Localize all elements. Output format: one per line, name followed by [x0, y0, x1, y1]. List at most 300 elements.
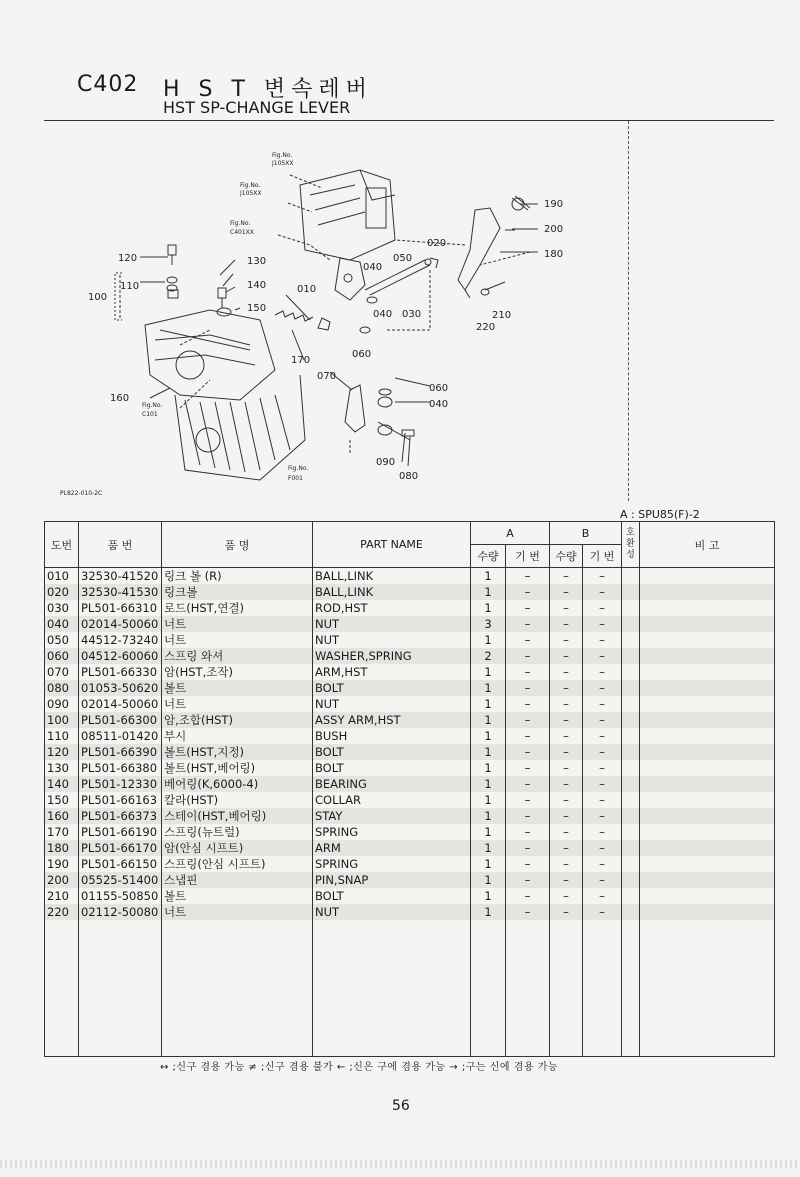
cell-name-ko: 볼트(HST,지정): [162, 744, 313, 760]
cell-remarks: [640, 808, 775, 824]
cell-compat: [622, 568, 640, 585]
callout-180: 180: [544, 249, 564, 260]
cell-remarks: [640, 664, 775, 680]
col-header-base-a: 기 번: [506, 545, 550, 568]
cell-compat: [622, 808, 640, 824]
cell-qty-a: 1: [471, 824, 506, 840]
cell-part-number: 04512-60060: [79, 648, 162, 664]
cell-part-number: 32530-41520: [79, 568, 162, 585]
table-row: [45, 840, 775, 856]
cell-base-a: –: [506, 600, 550, 616]
cell-qty-b: –: [550, 696, 583, 712]
cell-qty-b: –: [550, 568, 583, 585]
cell-compat: [622, 824, 640, 840]
cell-qty-b: –: [550, 792, 583, 808]
cell-name-ko: 부시: [162, 728, 313, 744]
cell-remarks: [640, 904, 775, 920]
cell-name-en: NUT: [313, 616, 471, 632]
col-header-part-no: 품 번: [79, 522, 162, 568]
cell-name-en: ROD,HST: [313, 600, 471, 616]
parts-table-body: [45, 568, 775, 1057]
cell-qty-a: 1: [471, 888, 506, 904]
cell-qty-a: 1: [471, 904, 506, 920]
cell-name-en: STAY: [313, 808, 471, 824]
cell-qty-a: 2: [471, 648, 506, 664]
callout-070: 070: [317, 371, 337, 382]
cell-name-ko: 링크 볼 (R): [162, 568, 313, 585]
cell-base-a: –: [506, 808, 550, 824]
cell-part-number: 32530-41530: [79, 584, 162, 600]
cell-remarks: [640, 616, 775, 632]
header-rule: [44, 120, 774, 121]
table-empty-space: [45, 920, 775, 1057]
cell-row-no: 020: [45, 584, 79, 600]
cell-base-b: –: [583, 680, 622, 696]
cell-base-a: –: [506, 616, 550, 632]
callout-040-middle: 040: [373, 309, 393, 320]
table-row: [45, 776, 775, 792]
cell-name-ko: 암(안심 시프트): [162, 840, 313, 856]
cell-remarks: [640, 680, 775, 696]
cell-qty-b: –: [550, 680, 583, 696]
cell-remarks: [640, 696, 775, 712]
cell-remarks: [640, 568, 775, 585]
cell-name-en: BOLT: [313, 680, 471, 696]
cell-qty-a: 1: [471, 680, 506, 696]
callout-090: 090: [376, 457, 396, 468]
cell-base-b: –: [583, 728, 622, 744]
table-row: [45, 792, 775, 808]
cell-compat: [622, 904, 640, 920]
cell-remarks: [640, 792, 775, 808]
col-header-no: 도번: [45, 522, 79, 568]
cell-remarks: [640, 872, 775, 888]
scan-artifact: [0, 1160, 800, 1168]
cell-base-b: –: [583, 712, 622, 728]
cell-row-no: 180: [45, 840, 79, 856]
col-header-name-en: PART NAME: [313, 522, 471, 568]
cell-name-ko: 스프링 와셔: [162, 648, 313, 664]
empty-cell: [640, 920, 775, 1057]
cell-base-b: –: [583, 696, 622, 712]
cell-qty-b: –: [550, 600, 583, 616]
cell-qty-b: –: [550, 728, 583, 744]
cell-name-ko: 볼트(HST,베어링): [162, 760, 313, 776]
cell-base-b: –: [583, 872, 622, 888]
cell-part-number: PL501-66330: [79, 664, 162, 680]
cell-name-en: BOLT: [313, 744, 471, 760]
callout-170: 170: [291, 355, 311, 366]
cell-part-number: PL501-66310: [79, 600, 162, 616]
table-row: [45, 728, 775, 744]
cell-part-number: 02112-50080: [79, 904, 162, 920]
cell-compat: [622, 760, 640, 776]
cell-base-a: –: [506, 856, 550, 872]
cell-qty-a: 1: [471, 696, 506, 712]
cell-qty-a: 1: [471, 776, 506, 792]
cell-compat: [622, 792, 640, 808]
fig-ref-j105xx-lower-line1: Fig.No.: [240, 182, 261, 189]
cell-part-number: PL501-66373: [79, 808, 162, 824]
empty-cell: [313, 920, 471, 1057]
fig-ref-c401xx-line1: Fig.No.: [230, 220, 251, 227]
fig-ref-j105xx-lower-line2: J105XX: [240, 190, 262, 197]
cell-qty-b: –: [550, 616, 583, 632]
cell-remarks: [640, 824, 775, 840]
cell-base-a: –: [506, 632, 550, 648]
callout-080: 080: [399, 471, 419, 482]
cell-name-en: ARM: [313, 840, 471, 856]
table-row: [45, 600, 775, 616]
cell-name-en: SPRING: [313, 856, 471, 872]
cell-row-no: 160: [45, 808, 79, 824]
cell-qty-a: 1: [471, 632, 506, 648]
cell-base-a: –: [506, 568, 550, 585]
cell-name-ko: 베어링(K,6000-4): [162, 776, 313, 792]
cell-base-b: –: [583, 856, 622, 872]
cell-qty-a: 1: [471, 712, 506, 728]
cell-base-b: –: [583, 840, 622, 856]
cell-name-ko: 칼라(HST): [162, 792, 313, 808]
cell-part-number: PL501-66390: [79, 744, 162, 760]
fig-ref-c401xx-line2: C401XX: [230, 229, 254, 236]
cell-part-number: 02014-50060: [79, 696, 162, 712]
cell-row-no: 010: [45, 568, 79, 585]
callout-130: 130: [247, 256, 267, 267]
table-row: [45, 888, 775, 904]
cell-part-number: PL501-66150: [79, 856, 162, 872]
cell-name-en: BOLT: [313, 888, 471, 904]
cell-base-b: –: [583, 824, 622, 840]
cell-base-a: –: [506, 696, 550, 712]
empty-cell: [550, 920, 583, 1057]
col-header-base-b: 기 번: [583, 545, 622, 568]
cell-compat: [622, 872, 640, 888]
cell-base-a: –: [506, 824, 550, 840]
cell-base-b: –: [583, 792, 622, 808]
cell-base-a: –: [506, 792, 550, 808]
cell-compat: [622, 840, 640, 856]
fig-ref-j105xx-upper-line1: Fig.No.: [272, 152, 293, 159]
empty-cell: [583, 920, 622, 1057]
cell-base-a: –: [506, 680, 550, 696]
cell-qty-b: –: [550, 776, 583, 792]
cell-qty-a: 1: [471, 728, 506, 744]
cell-name-en: NUT: [313, 904, 471, 920]
cell-qty-b: –: [550, 632, 583, 648]
cell-remarks: [640, 744, 775, 760]
cell-base-b: –: [583, 616, 622, 632]
callout-040-lower: 040: [429, 399, 449, 410]
cell-part-number: PL501-12330: [79, 776, 162, 792]
cell-compat: [622, 888, 640, 904]
cell-row-no: 110: [45, 728, 79, 744]
col-header-group-a: A: [471, 522, 550, 545]
cell-compat: [622, 728, 640, 744]
cell-name-ko: 너트: [162, 904, 313, 920]
cell-remarks: [640, 776, 775, 792]
cell-qty-b: –: [550, 904, 583, 920]
cell-part-number: 05525-51400: [79, 872, 162, 888]
cell-name-en: SPRING: [313, 824, 471, 840]
cell-row-no: 150: [45, 792, 79, 808]
exploded-parts-diagram: [60, 140, 620, 505]
cell-name-en: PIN,SNAP: [313, 872, 471, 888]
cell-base-a: –: [506, 776, 550, 792]
page-title-korean: H S T 변속레버: [163, 77, 373, 102]
cell-row-no: 070: [45, 664, 79, 680]
cell-remarks: [640, 760, 775, 776]
cell-name-en: BALL,LINK: [313, 584, 471, 600]
cell-row-no: 040: [45, 616, 79, 632]
cell-name-en: COLLAR: [313, 792, 471, 808]
table-row: [45, 856, 775, 872]
callout-120: 120: [118, 253, 138, 264]
callout-010: 010: [297, 284, 317, 295]
cell-base-a: –: [506, 888, 550, 904]
empty-cell: [471, 920, 506, 1057]
empty-cell: [162, 920, 313, 1057]
cell-base-a: –: [506, 872, 550, 888]
col-header-name-ko: 품 명: [162, 522, 313, 568]
callout-020: 020: [427, 238, 447, 249]
cell-qty-a: 1: [471, 808, 506, 824]
cell-name-ko: 너트: [162, 632, 313, 648]
cell-part-number: 02014-50060: [79, 616, 162, 632]
table-row: [45, 744, 775, 760]
cell-compat: [622, 680, 640, 696]
cell-base-b: –: [583, 744, 622, 760]
cell-name-en: ASSY ARM,HST: [313, 712, 471, 728]
cell-part-number: 08511-01420: [79, 728, 162, 744]
callout-220: 220: [476, 322, 496, 333]
cell-qty-b: –: [550, 760, 583, 776]
cell-compat: [622, 648, 640, 664]
callout-060-lower: 060: [429, 383, 449, 394]
empty-cell: [45, 920, 79, 1057]
cell-remarks: [640, 648, 775, 664]
cell-name-ko: 스테이(HST,베어링): [162, 808, 313, 824]
table-row: [45, 872, 775, 888]
cell-base-b: –: [583, 600, 622, 616]
cell-part-number: PL501-66190: [79, 824, 162, 840]
table-row: [45, 696, 775, 712]
catalog-code: C402: [77, 72, 139, 97]
cell-qty-b: –: [550, 584, 583, 600]
cell-row-no: 170: [45, 824, 79, 840]
cell-remarks: [640, 600, 775, 616]
cell-base-a: –: [506, 648, 550, 664]
table-row: [45, 808, 775, 824]
cell-name-en: WASHER,SPRING: [313, 648, 471, 664]
cell-remarks: [640, 888, 775, 904]
cell-base-b: –: [583, 584, 622, 600]
cell-qty-b: –: [550, 664, 583, 680]
fig-ref-f001-line1: Fig.No.: [288, 465, 309, 472]
cell-base-b: –: [583, 776, 622, 792]
drawing-code: PL822-010-2C: [60, 490, 103, 497]
cell-name-ko: 너트: [162, 616, 313, 632]
empty-cell: [79, 920, 162, 1057]
cell-base-b: –: [583, 760, 622, 776]
cell-qty-a: 1: [471, 856, 506, 872]
cell-row-no: 090: [45, 696, 79, 712]
cell-qty-a: 1: [471, 840, 506, 856]
table-row: [45, 568, 775, 585]
cell-row-no: 140: [45, 776, 79, 792]
cell-base-a: –: [506, 728, 550, 744]
cell-part-number: PL501-66163: [79, 792, 162, 808]
callout-100: 100: [88, 292, 108, 303]
cell-name-ko: 너트: [162, 696, 313, 712]
cell-base-a: –: [506, 904, 550, 920]
cell-compat: [622, 600, 640, 616]
cell-compat: [622, 856, 640, 872]
fig-ref-c101-line2: C101: [142, 411, 158, 418]
cell-qty-a: 1: [471, 872, 506, 888]
col-header-qty-a: 수량: [471, 545, 506, 568]
cell-part-number: PL501-66170: [79, 840, 162, 856]
cell-row-no: 100: [45, 712, 79, 728]
cell-row-no: 060: [45, 648, 79, 664]
cell-base-a: –: [506, 584, 550, 600]
col-header-remarks: 비 고: [640, 522, 775, 568]
cell-row-no: 220: [45, 904, 79, 920]
cell-base-a: –: [506, 712, 550, 728]
col-header-group-b: B: [550, 522, 622, 545]
cell-base-b: –: [583, 808, 622, 824]
callout-030: 030: [402, 309, 422, 320]
cell-qty-b: –: [550, 712, 583, 728]
diagram-border-line: [628, 121, 629, 501]
cell-row-no: 030: [45, 600, 79, 616]
cell-remarks: [640, 856, 775, 872]
cell-row-no: 190: [45, 856, 79, 872]
cell-base-b: –: [583, 904, 622, 920]
fig-ref-c101-line1: Fig.No.: [142, 402, 163, 409]
cell-base-b: –: [583, 568, 622, 585]
table-row: [45, 584, 775, 600]
cell-qty-a: 1: [471, 792, 506, 808]
cell-base-b: –: [583, 888, 622, 904]
empty-cell: [506, 920, 550, 1057]
diagram-linework: [115, 170, 538, 480]
callout-050: 050: [393, 253, 413, 264]
cell-qty-b: –: [550, 856, 583, 872]
cell-qty-b: –: [550, 808, 583, 824]
model-variant-label: A : SPU85(F)-2: [620, 508, 700, 521]
cell-qty-b: –: [550, 744, 583, 760]
cell-qty-a: 1: [471, 584, 506, 600]
cell-name-ko: 암,조합(HST): [162, 712, 313, 728]
cell-qty-b: –: [550, 824, 583, 840]
cell-compat: [622, 712, 640, 728]
table-row: [45, 616, 775, 632]
cell-part-number: PL501-66380: [79, 760, 162, 776]
cell-qty-b: –: [550, 888, 583, 904]
callout-160: 160: [110, 393, 130, 404]
cell-compat: [622, 744, 640, 760]
cell-qty-a: 1: [471, 600, 506, 616]
parts-table-header: [45, 522, 775, 568]
cell-name-ko: 볼트: [162, 888, 313, 904]
cell-base-b: –: [583, 664, 622, 680]
cell-name-en: BALL,LINK: [313, 568, 471, 585]
callout-110: 110: [120, 281, 140, 292]
cell-name-ko: 로드(HST,연결): [162, 600, 313, 616]
callout-060-upper: 060: [352, 349, 372, 360]
table-row: [45, 904, 775, 920]
cell-remarks: [640, 728, 775, 744]
cell-remarks: [640, 632, 775, 648]
cell-name-en: BEARING: [313, 776, 471, 792]
cell-row-no: 210: [45, 888, 79, 904]
cell-name-ko: 볼트: [162, 680, 313, 696]
compatibility-legend: ↔ ;신구 겸용 가능 ≠ ;신구 겸용 불가 ← ;신은 구에 겸용 가능 → ;구는 신에 겸용 가능: [160, 1062, 559, 1073]
page-number: 56: [392, 1098, 410, 1114]
cell-base-a: –: [506, 760, 550, 776]
cell-base-b: –: [583, 648, 622, 664]
cell-part-number: 01053-50620: [79, 680, 162, 696]
cell-name-en: NUT: [313, 632, 471, 648]
cell-part-number: 44512-73240: [79, 632, 162, 648]
cell-name-en: BUSH: [313, 728, 471, 744]
callout-190: 190: [544, 199, 564, 210]
cell-qty-a: 1: [471, 568, 506, 585]
col-header-qty-b: 수량: [550, 545, 583, 568]
callout-200: 200: [544, 224, 564, 235]
cell-name-ko: 스프링(안심 시프트): [162, 856, 313, 872]
cell-qty-a: 1: [471, 760, 506, 776]
cell-row-no: 130: [45, 760, 79, 776]
callout-040-upper: 040: [363, 262, 383, 273]
callout-150: 150: [247, 303, 267, 314]
cell-compat: [622, 776, 640, 792]
cell-qty-b: –: [550, 840, 583, 856]
table-row: [45, 632, 775, 648]
cell-name-ko: 링크볼: [162, 584, 313, 600]
cell-remarks: [640, 584, 775, 600]
cell-row-no: 080: [45, 680, 79, 696]
cell-compat: [622, 632, 640, 648]
cell-qty-a: 1: [471, 744, 506, 760]
cell-base-a: –: [506, 744, 550, 760]
cell-part-number: PL501-66300: [79, 712, 162, 728]
cell-remarks: [640, 840, 775, 856]
cell-name-en: BOLT: [313, 760, 471, 776]
cell-compat: [622, 616, 640, 632]
cell-row-no: 120: [45, 744, 79, 760]
callout-140: 140: [247, 280, 267, 291]
cell-base-a: –: [506, 840, 550, 856]
cell-qty-b: –: [550, 648, 583, 664]
page-title-english: HST SP-CHANGE LEVER: [163, 98, 351, 117]
cell-row-no: 050: [45, 632, 79, 648]
table-row: [45, 648, 775, 664]
table-row: [45, 680, 775, 696]
cell-name-en: ARM,HST: [313, 664, 471, 680]
cell-qty-a: 3: [471, 616, 506, 632]
table-row: [45, 712, 775, 728]
cell-name-en: NUT: [313, 696, 471, 712]
cell-name-ko: 암(HST,조작): [162, 664, 313, 680]
cell-name-ko: 스냅핀: [162, 872, 313, 888]
table-row: [45, 760, 775, 776]
fig-ref-j105xx-upper-line2: J105XX: [272, 160, 294, 167]
cell-remarks: [640, 712, 775, 728]
col-header-compat: 호환성: [622, 522, 640, 568]
cell-compat: [622, 584, 640, 600]
